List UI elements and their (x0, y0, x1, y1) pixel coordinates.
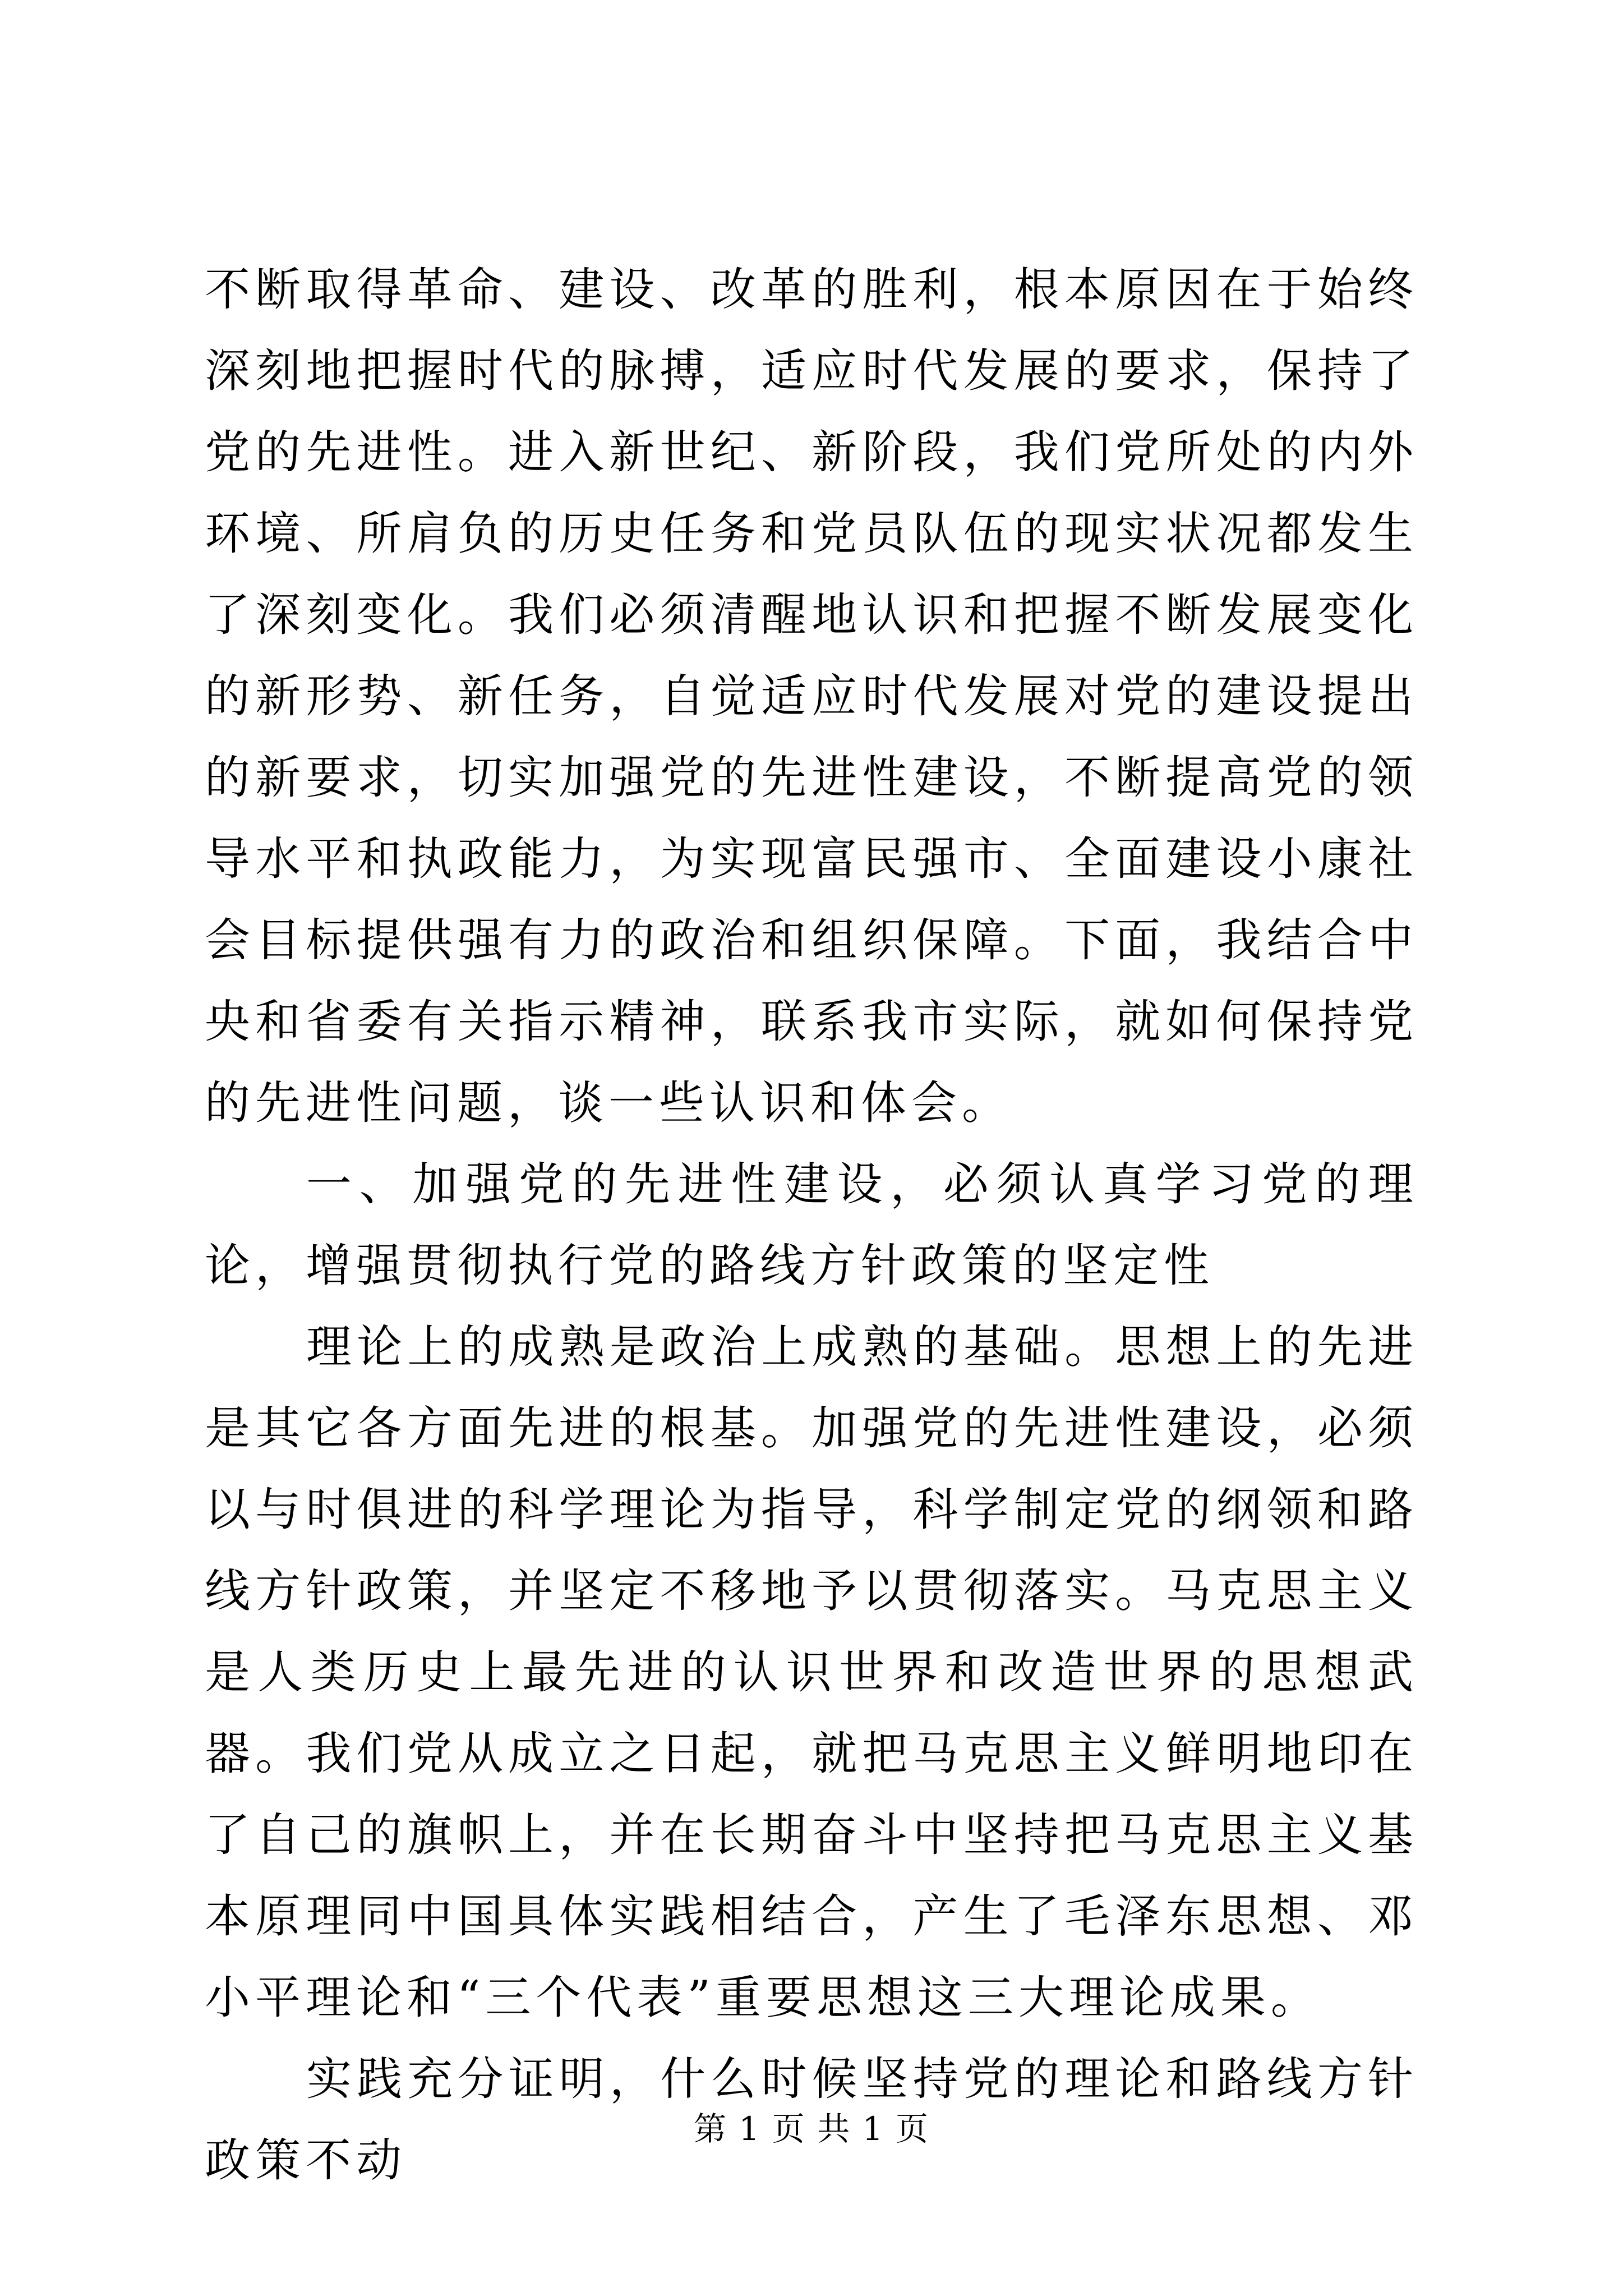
document-body (205, 250, 1418, 2202)
section-heading-one: 一、加强党的先进性建设，必须认真学习党的理论，增强贯彻执行党的路线方针政策的坚定性 (205, 1158, 1418, 1292)
paragraph-practice: 实践充分证明，什么时候坚持党的理论和路线方针政策不动 (205, 2053, 1418, 2187)
page-number-footer: 第 1 页 共 1 页 (694, 2110, 929, 2148)
paragraph-theory: 理论上的成熟是政治上成熟的基础。思想上的先进是其它各方面先进的根基。加强党的先进性建设，必须以与时俱进的科学理论为指导，科学制定党的纲领和路线方针政策，并坚定不移地予以贯彻落实。马克思主义是人类历史上最先进的认识世界和改造世界的思想武器。我们党从成立之日起，就把马克思主义鲜明地印在了自己的旗帜上，并在长期奋斗中坚持把马克思主义基本原理同中国具体实践相结合，产生了毛泽东思想、邓小平理论和“三个代表”重要思想这三大理论成果。 (205, 1321, 1418, 2024)
paragraph-intro: 不断取得革命、建设、改革的胜利，根本原因在于始终深刻地把握时代的脉搏，适应时代发展的要求，保持了党的先进性。进入新世纪、新阶段，我们党所处的内外环境、所肩负的历史任务和党员队伍的现实状况都发生了深刻变化。我们必须清醒地认识和把握不断发展变化的新形势、新任务，自觉适应时代发展对党的建设提出的新要求，切实加强党的先进性建设，不断提高党的领导水平和执政能力，为实现富民强市、全面建设小康社会目标提供强有力的政治和组织保障。下面，我结合中央和省委有关指示精神，联系我市实际，就如何保持党的先进性问题，谈一些认识和体会。 (205, 264, 1418, 1130)
